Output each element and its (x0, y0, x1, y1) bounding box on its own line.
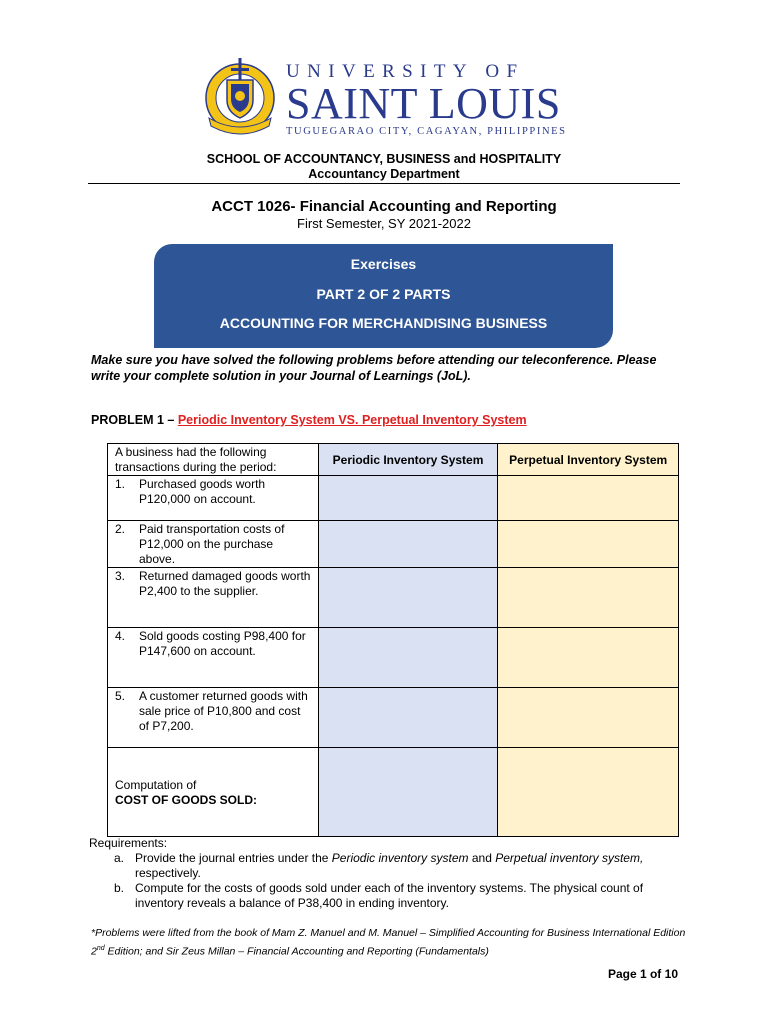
table-row (108, 568, 679, 628)
banner-line-part: PART 2 OF 2 PARTS (316, 286, 451, 302)
school-name: SCHOOL OF ACCOUNTANCY, BUSINESS and HOSPITALITY (206, 152, 562, 166)
req-a-part3: respectively. (135, 866, 201, 880)
transaction-cell (108, 628, 319, 688)
periodic-answer-cell[interactable] (318, 476, 498, 521)
semester-text: First Semester, SY 2021-2022 (297, 216, 471, 231)
location-text: TUGUEGARAO CITY, CAGAYAN, PHILIPPINES (286, 126, 567, 137)
perpetual-cogs-cell[interactable] (498, 748, 679, 837)
transaction-cell (108, 476, 319, 521)
table-intro-cell: A business had the following transactions during the period: (108, 444, 319, 476)
item-number: 5. (115, 689, 126, 703)
req-a-periodic: Periodic inventory system (331, 851, 469, 865)
footnote-part1: *Problems were lifted from the book of Mam Z. Manuel and M. Manuel – Simplified Accounting for Business International Edition 2 (91, 927, 686, 958)
course-title: ACCT 1026- Financial Accounting and Reporting (211, 198, 557, 215)
table-row (108, 688, 679, 748)
inventory-table (107, 443, 679, 837)
instructions-text: Make sure you have solved the following problems before attending our teleconference. Please write your complete solution in your Journal of Learnings (JoL). (91, 353, 657, 383)
problem-label: PROBLEM 1 (91, 413, 164, 427)
problem-title: Periodic Inventory System VS. Perpetual Inventory System (177, 413, 527, 427)
problem-heading (91, 413, 527, 427)
transaction-cell (108, 688, 319, 748)
item-text: Returned damaged goods worth P2,400 to the supplier. (139, 569, 311, 598)
item-number: 4. (115, 629, 126, 643)
university-seal-icon (203, 54, 277, 138)
page-number (608, 967, 678, 981)
footnote-part2: Edition; and Sir Zeus Millan – Financial Accounting and Reporting (Fundamentals) (104, 945, 489, 958)
computation-label: Computation of (115, 778, 197, 792)
requirements-section (89, 836, 689, 911)
university-of-text: UNIVERSITY OF (286, 61, 525, 82)
table-row (108, 521, 679, 568)
transaction-cell (108, 521, 319, 568)
problem-dash: – (163, 413, 178, 427)
perpetual-header: Perpetual Inventory System (498, 444, 679, 476)
cogs-cell (108, 748, 319, 837)
requirement-a (89, 851, 689, 881)
page-total: 10 (664, 967, 678, 981)
department-name: Accountancy Department (308, 167, 460, 181)
req-a-part1: Provide the journal entries under the (135, 851, 332, 865)
saint-louis-text: SAINT LOUIS (286, 79, 561, 128)
perpetual-answer-cell[interactable] (498, 688, 679, 748)
item-number: 2. (115, 522, 126, 536)
item-text: Paid transportation costs of P12,000 on the purchase above. (139, 522, 285, 566)
page-current: 1 (639, 967, 647, 981)
item-text: Purchased goods worth P120,000 on account. (139, 477, 266, 506)
source-footnote (91, 926, 691, 960)
item-text: Sold goods costing P98,400 for P147,600 on account. (139, 629, 306, 658)
table-row (108, 748, 679, 837)
item-text: A customer returned goods with sale price of P10,800 and cost of P7,200. (139, 689, 308, 733)
periodic-header: Periodic Inventory System (318, 444, 498, 476)
table-row (108, 628, 679, 688)
item-number: 1. (115, 477, 126, 491)
table-header-row (108, 444, 679, 476)
transaction-cell (108, 568, 319, 628)
req-a-part2: and (468, 851, 496, 865)
perpetual-answer-cell[interactable] (498, 628, 679, 688)
periodic-answer-cell[interactable] (318, 688, 498, 748)
requirements-heading: Requirements: (89, 836, 168, 850)
req-a-perpetual: Perpetual inventory system, (495, 851, 644, 865)
requirement-text: Compute for the costs of goods sold under each of the inventory systems. The physical count of inventory reveals a balance of P38,400 in ending inventory. (135, 881, 644, 910)
periodic-answer-cell[interactable] (318, 568, 498, 628)
requirement-label: b. (113, 881, 124, 895)
perpetual-answer-cell[interactable] (498, 568, 679, 628)
cogs-label: COST OF GOODS SOLD: (115, 793, 258, 807)
header-divider (88, 183, 680, 184)
requirement-text (135, 851, 689, 881)
requirement-b (89, 881, 689, 911)
university-wordmark (286, 62, 567, 137)
banner-line-topic: ACCOUNTING FOR MERCHANDISING BUSINESS (219, 315, 548, 331)
requirement-label: a. (113, 851, 124, 865)
table-row (108, 476, 679, 521)
perpetual-answer-cell[interactable] (498, 521, 679, 568)
school-heading (0, 152, 768, 182)
periodic-answer-cell[interactable] (318, 628, 498, 688)
footnote-sup: nd (96, 945, 105, 952)
exercise-banner (154, 244, 613, 348)
page-prefix: Page (607, 967, 640, 981)
perpetual-answer-cell[interactable] (498, 476, 679, 521)
item-number: 3. (115, 569, 126, 583)
banner-line-exercises: Exercises (350, 256, 417, 272)
page-of: of (646, 967, 665, 981)
periodic-cogs-cell[interactable] (318, 748, 498, 837)
periodic-answer-cell[interactable] (318, 521, 498, 568)
